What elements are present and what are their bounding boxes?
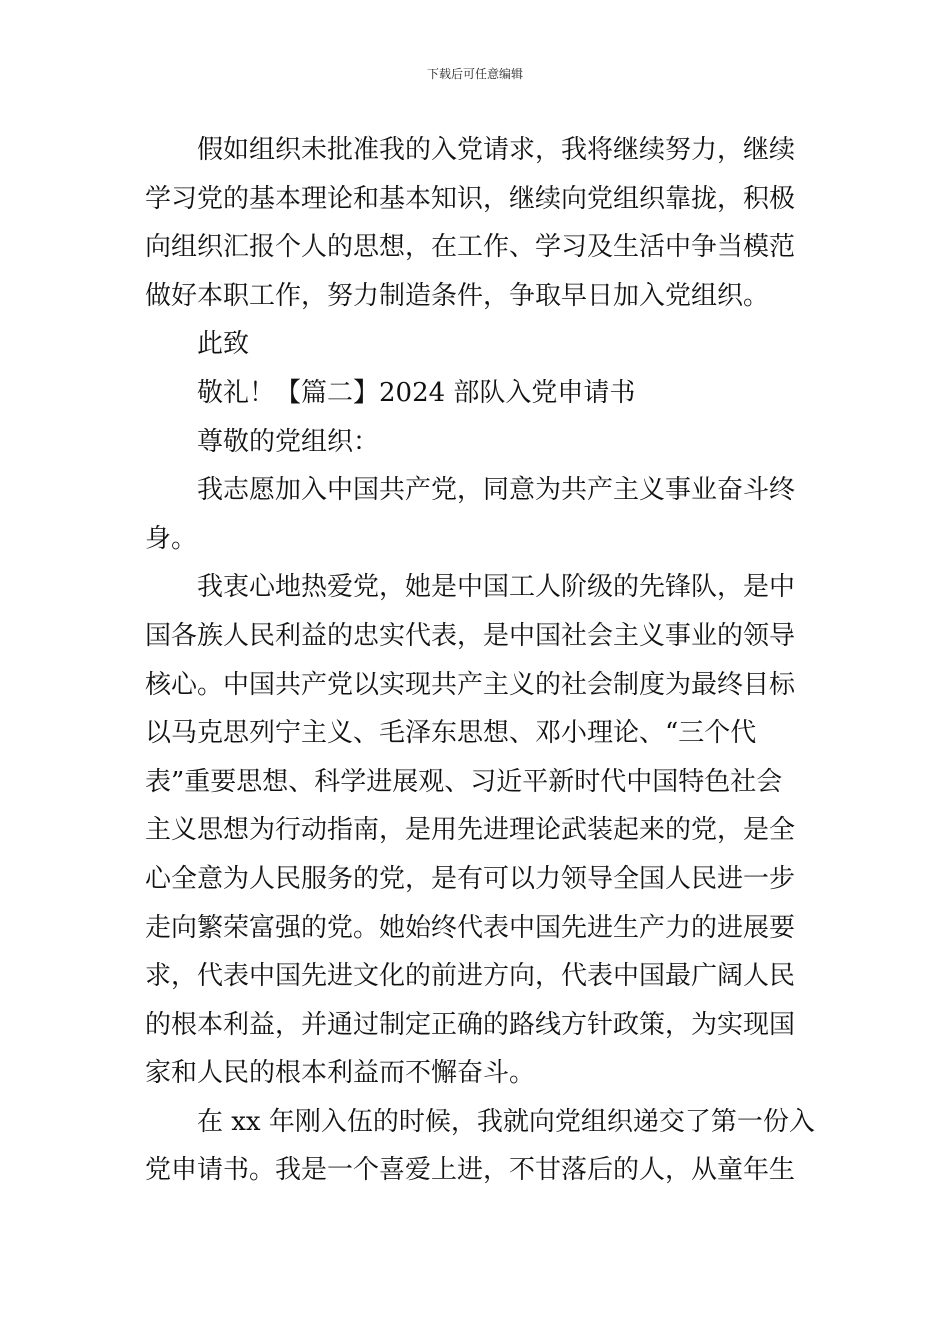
paragraph-love-party (145, 563, 825, 1098)
paragraph-enlistment (145, 1098, 825, 1195)
text-line: 以马克思列宁主义、毛泽东思想、邓小理论、“三个代 (145, 718, 757, 749)
page-header: 下载后可任意编辑 (426, 67, 523, 81)
section-title: 敬礼！【篇二】2024 部队入党申请书 (197, 377, 636, 408)
text-line: 此致 (197, 329, 250, 360)
salutation: 尊敬的党组织： (197, 426, 380, 457)
paragraph-closing (145, 320, 825, 369)
text-line: 我衷心地热爱党，她是中国工人阶级的先锋队，是中 (197, 572, 796, 603)
text-line: 向组织汇报个人的思想，在工作、学习及生活中争当模范 (145, 232, 796, 263)
paragraph-salute-section-title (145, 369, 825, 418)
text-line: 表”重要思想、科学进展观、习近平新时代中国特色社会 (145, 766, 783, 797)
text-line: 求，代表中国先进文化的前进方向，代表中国最广阔人民 (145, 961, 796, 992)
paragraph-salutation (145, 418, 825, 467)
text-line: 家和人民的根本利益而不懈奋斗。 (145, 1058, 536, 1089)
text-line: 学习党的基本理论和基本知识，继续向党组织靠拢，积极 (145, 183, 796, 214)
text-line: 党申请书。我是一个喜爱上进，不甘落后的人，从童年生 (145, 1155, 796, 1186)
text-line: 我志愿加入中国共产党，同意为共产主义事业奋斗终 (197, 475, 796, 506)
text-line: 做好本职工作，努力制造条件，争取早日加入党组织。 (145, 280, 770, 311)
text-line: 假如组织未批准我的入党请求，我将继续努力，继续 (197, 135, 796, 165)
text-line: 主义思想为行动指南，是用先进理论武装起来的党，是全 (145, 815, 796, 846)
text-line: 身。 (145, 523, 198, 554)
text-line: 走向繁荣富强的党。她始终代表中国先进生产力的进展要 (145, 912, 796, 943)
text-line: 在 xx 年刚入伍的时候，我就向党组织递交了第一份入 (197, 1106, 815, 1137)
text-line: 的根本利益，并通过制定正确的路线方针政策，为实现国 (145, 1009, 796, 1040)
paragraph-volunteer (145, 466, 825, 563)
text-line: 国各族人民利益的忠实代表，是中国社会主义事业的领导 (145, 620, 796, 651)
document-body (145, 126, 825, 1195)
text-line: 核心。中国共产党以实现共产主义的社会制度为最终目标 (145, 669, 796, 700)
paragraph-continue-effort (145, 126, 825, 320)
text-line: 心全意为人民服务的党，是有可以力领导全国人民进一步 (145, 863, 796, 894)
